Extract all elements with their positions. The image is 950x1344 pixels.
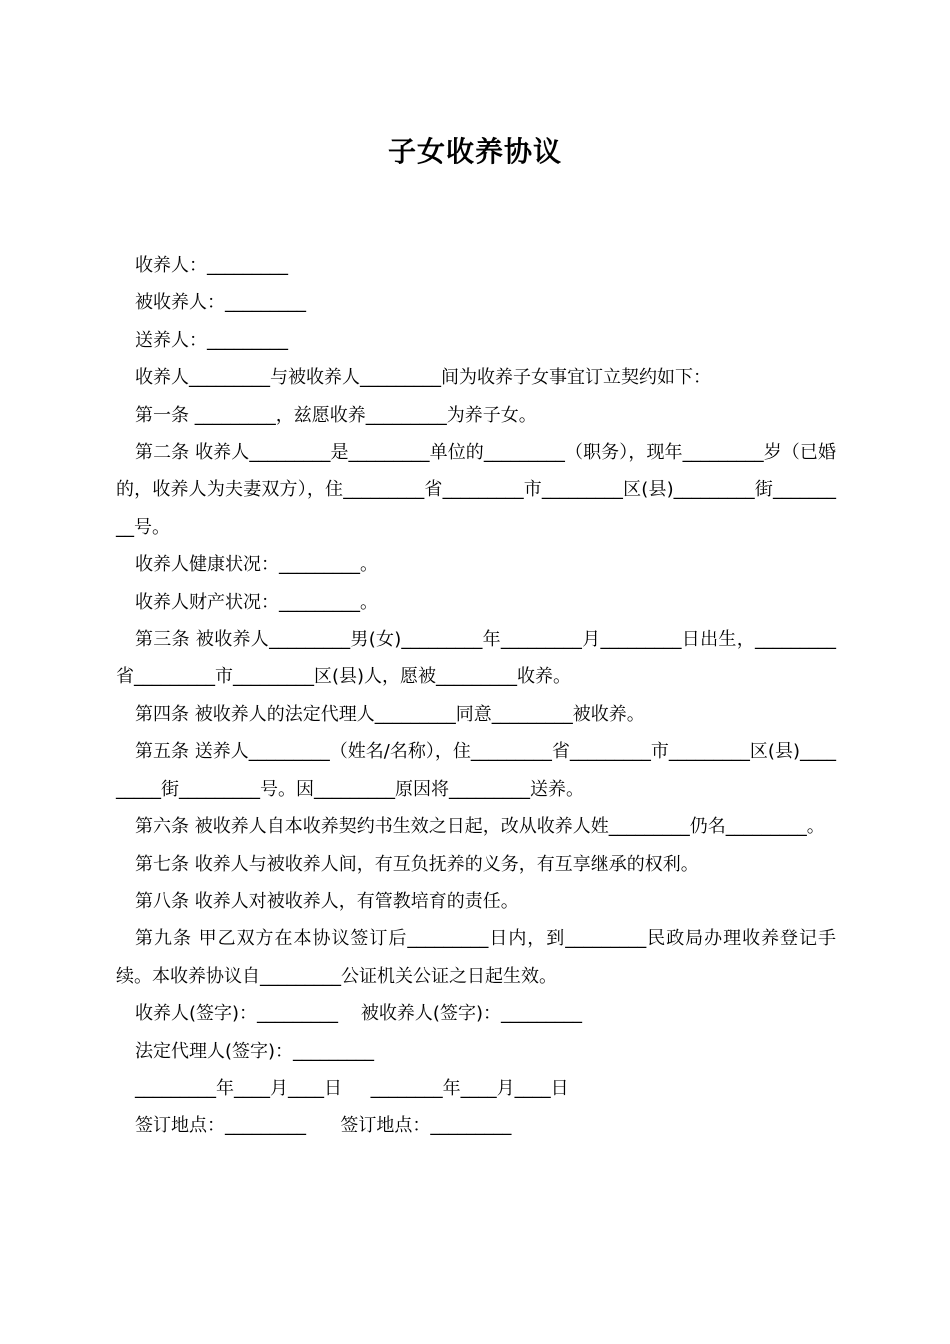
- article-2: 第二条 收养人_________是_________单位的_________（职务），现年_________岁（已婚的，收养人为夫妻双方），住_________省_________市_________区(县)_________街_________号。: [116, 442, 836, 538]
- article-9: 第九条 甲乙双方在本协议签订后_________日内，到_________民政局办理收养登记手续。本收养协议自_________公证机关公证之日起生效。: [116, 928, 836, 987]
- document-title: 子女收养协议: [387, 135, 562, 168]
- document-body: [116, 247, 836, 1145]
- article-3: 第三条 被收养人_________男(女)_________年_________月_________日出生，_________省_________市_________区(县)人，愿被_________收养。: [116, 629, 836, 688]
- legal-representative-signature-line: 法定代理人(签字)：_________: [135, 1040, 375, 1062]
- article-4: 第四条 被收养人的法定代理人_________同意_________被收养。: [135, 703, 645, 725]
- date-line: _________年____月____日 ________年____月____日: [135, 1077, 569, 1099]
- adopter-property-line: 收养人财产状况：_________。: [135, 591, 378, 613]
- signature-line: 收养人(签字)：_________ 被收养人(签字)：_________: [135, 1003, 582, 1025]
- adopter-line: 收养人：_________: [135, 255, 288, 276]
- adoptee-line: 被收养人：_________: [135, 292, 306, 314]
- adopter-health-line: 收养人健康状况：_________。: [135, 554, 378, 576]
- signing-place-line: 签订地点：_________ 签订地点：_________: [135, 1115, 512, 1137]
- article-5: 第五条 送养人_________（姓名/名称），住_________省_________市_________区(县)_________街_________号。因_________原因将_________送养。: [116, 741, 836, 800]
- article-7: 第七条 收养人与被收养人间，有互负抚养的义务，有互享继承的权利。: [135, 853, 699, 875]
- placer-line: 送养人：_________: [135, 329, 288, 351]
- preamble-paragraph: 收养人_________与被收养人_________间为收养子女事宜订立契约如下：: [135, 367, 711, 389]
- article-1: 第一条 _________，兹愿收养_________为养子女。: [135, 404, 537, 426]
- article-6: 第六条 被收养人自本收养契约书生效之日起，改从收养人姓_________仍名_________。: [135, 816, 825, 838]
- article-8: 第八条 收养人对被收养人，有管教培育的责任。: [135, 890, 519, 912]
